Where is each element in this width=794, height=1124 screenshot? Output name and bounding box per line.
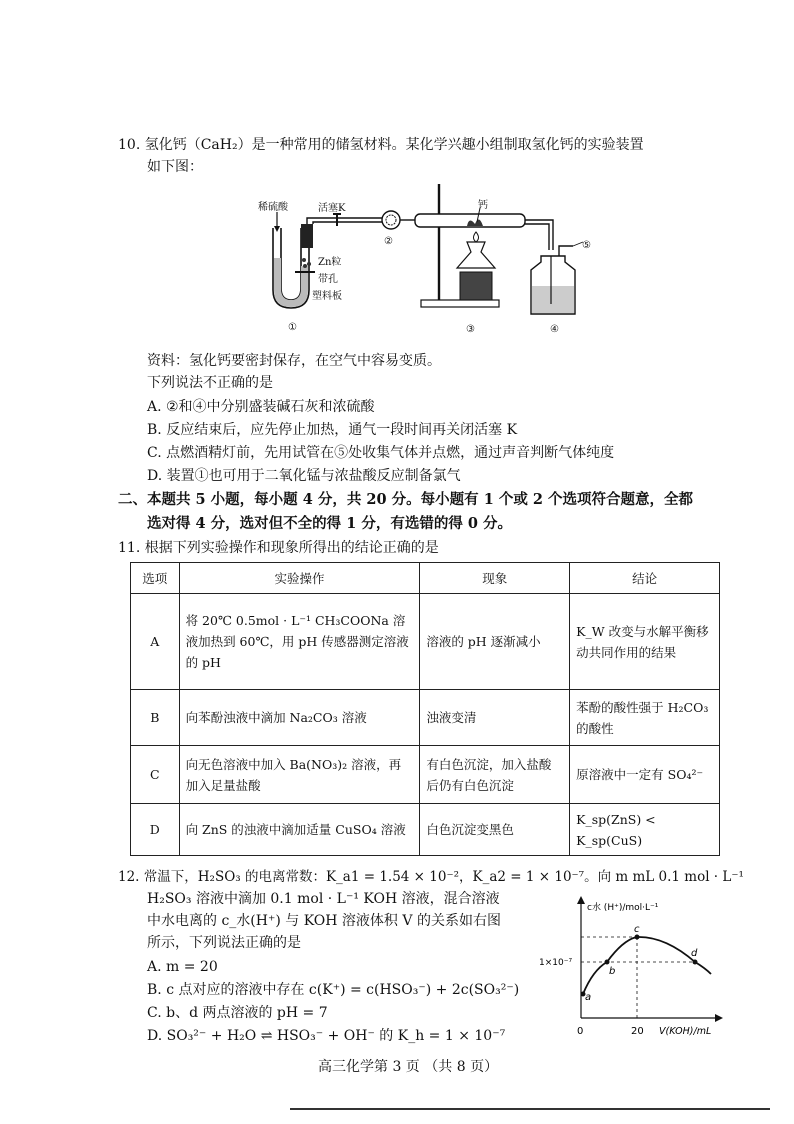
page-footer: 高三化学第 3 页 （共 8 页） [318, 1059, 499, 1075]
label-acid: 稀硫酸 [258, 202, 288, 213]
bottom-rule [290, 1108, 770, 1110]
point-c-dot [635, 935, 640, 940]
u-tube-stopper [301, 224, 313, 248]
alcohol-lamp [457, 242, 495, 268]
point-a-label: a [585, 992, 592, 1003]
q10-option-a: A. ②和④中分别盛装碱石灰和浓硫酸 [147, 399, 375, 415]
q12-graph [535, 890, 735, 1040]
row-a-operation: 将 20℃ 0.5mol · L⁻¹ CH₃COONa 溶液加热到 60℃，用 pH 传感器测定溶液的 pH [179, 594, 420, 690]
q10-option-c: C. 点燃酒精灯前，先用试管在⑤处收集气体并点燃，通过声音判断气体纯度 [147, 445, 615, 461]
stand-base [421, 300, 499, 307]
point-b-dot [605, 960, 610, 965]
q12-option-d: D. SO₃²⁻ + H₂O ⇌ HSO₃⁻ + OH⁻ 的 K_h = 1 × 10⁻⁷ [147, 1028, 506, 1044]
table-row [131, 746, 720, 804]
row-a-phenomenon: 溶液的 pH 逐渐减小 [420, 594, 570, 690]
lamp-block [460, 272, 492, 300]
q10-note: 资料：氢化钙要密封保存，在空气中容易变质。 [147, 353, 441, 369]
label-holes: 带孔 [318, 274, 338, 285]
graph-xlabel: V(KOH)/mL [659, 1026, 712, 1037]
q10-question: 下列说法不正确的是 [147, 375, 273, 391]
point-d-dot [693, 960, 698, 965]
tube-1 [307, 218, 383, 224]
q12-option-c: C. b、d 两点溶液的 pH = 7 [147, 1005, 328, 1021]
row-c-operation: 向无色溶液中加入 Ba(NO₃)₂ 溶液，再加入足量盐酸 [179, 746, 420, 804]
table-row [131, 804, 720, 856]
point-c-label: c [634, 924, 640, 935]
q10-option-b: B. 反应结束后，应先停止加热，通气一段时间再关闭活塞 K [147, 422, 518, 438]
q10-stem-line2: 如下图： [147, 159, 203, 175]
q12-line1: 12. 常温下，H₂SO₃ 的电离常数：K_a1 = 1.54 × 10⁻²，K_a2 = 1 × 10⁻⁷。向 m mL 0.1 mol · L⁻¹ [118, 869, 744, 885]
table-row [131, 594, 720, 690]
q10-option-d: D. 装置①也可用于二氧化锰与浓盐酸反应制备氯气 [147, 468, 461, 484]
header-phenomenon: 现象 [420, 563, 570, 594]
row-d-conclusion: K_sp(ZnS) < K_sp(CuS) [570, 804, 720, 856]
point-d-label: d [691, 948, 698, 959]
row-d-option: D [131, 804, 180, 856]
label-valve: 活塞K [318, 203, 346, 214]
q12-line2: H₂SO₃ 溶液中滴加 0.1 mol · L⁻¹ KOH 溶液，混合溶液 [147, 891, 500, 907]
row-d-operation: 向 ZnS 的浊液中滴加适量 CuSO₄ 溶液 [179, 804, 420, 856]
graph-ytick: 1×10⁻⁷ [539, 958, 573, 968]
q10-stem-line1: 10. 氢化钙（CaH₂）是一种常用的储氢材料。某化学兴趣小组制取氢化钙的实验装置 [118, 137, 644, 153]
row-b-operation: 向苯酚浊液中滴加 Na₂CO₃ 溶液 [179, 690, 420, 746]
header-conclusion: 结论 [570, 563, 720, 594]
row-c-option: C [131, 746, 180, 804]
header-option: 选项 [131, 563, 180, 594]
row-b-conclusion: 苯酚的酸性强于 H₂CO₃ 的酸性 [570, 690, 720, 746]
graph-curve [583, 937, 711, 994]
graph-xtick-0: 0 [577, 1026, 584, 1037]
label-n4: ④ [550, 324, 559, 335]
label-calcium: 钙 [478, 200, 488, 211]
header-operation: 实验操作 [179, 563, 420, 594]
row-b-option: B [131, 690, 180, 746]
q11-stem: 11. 根据下列实验操作和现象所得出的结论正确的是 [118, 540, 439, 556]
row-a-option: A [131, 594, 180, 690]
q12-line4: 所示，下列说法正确的是 [147, 935, 301, 951]
graph-xtick-20: 20 [631, 1026, 644, 1037]
label-n5: ⑤ [582, 240, 591, 251]
table-row [131, 690, 720, 746]
row-a-conclusion: K_W 改变与水解平衡移动共同作用的结果 [570, 594, 720, 690]
section2-line1: 二、本题共 5 小题，每小题 4 分，共 20 分。每小题有 1 个或 2 个选项符合题意，全都 [118, 491, 694, 508]
label-n3: ③ [466, 324, 475, 335]
drying-bulb [382, 211, 400, 229]
q11-table [130, 562, 720, 856]
bottle-liquid [532, 286, 574, 313]
row-b-phenomenon: 浊液变清 [420, 690, 570, 746]
label-board: 塑料板 [312, 291, 342, 302]
row-c-conclusion: 原溶液中一定有 SO₄²⁻ [570, 746, 720, 804]
row-c-phenomenon: 有白色沉淀，加入盐酸后仍有白色沉淀 [420, 746, 570, 804]
table-header-row [131, 563, 720, 594]
section2-line2: 选对得 4 分，选对但不全的得 1 分，有选错的得 0 分。 [147, 515, 513, 532]
row-d-phenomenon: 白色沉淀变黑色 [420, 804, 570, 856]
q12-option-b: B. c 点对应的溶液中存在 c(K⁺) = c(HSO₃⁻) + 2c(SO₃²⁻) [147, 982, 520, 998]
graph-ylabel: c水 (H⁺)/mol·L⁻¹ [587, 903, 659, 913]
point-b-label: b [609, 966, 616, 977]
q12-option-a: A. m = 20 [147, 959, 218, 975]
q12-line3: 中水电离的 c_水(H⁺) 与 KOH 溶液体积 V 的关系如右图 [147, 913, 501, 929]
label-zn: Zn粒 [318, 257, 342, 268]
label-n1: ① [288, 322, 297, 333]
apparatus-diagram [255, 180, 615, 346]
label-n2: ② [384, 236, 393, 247]
